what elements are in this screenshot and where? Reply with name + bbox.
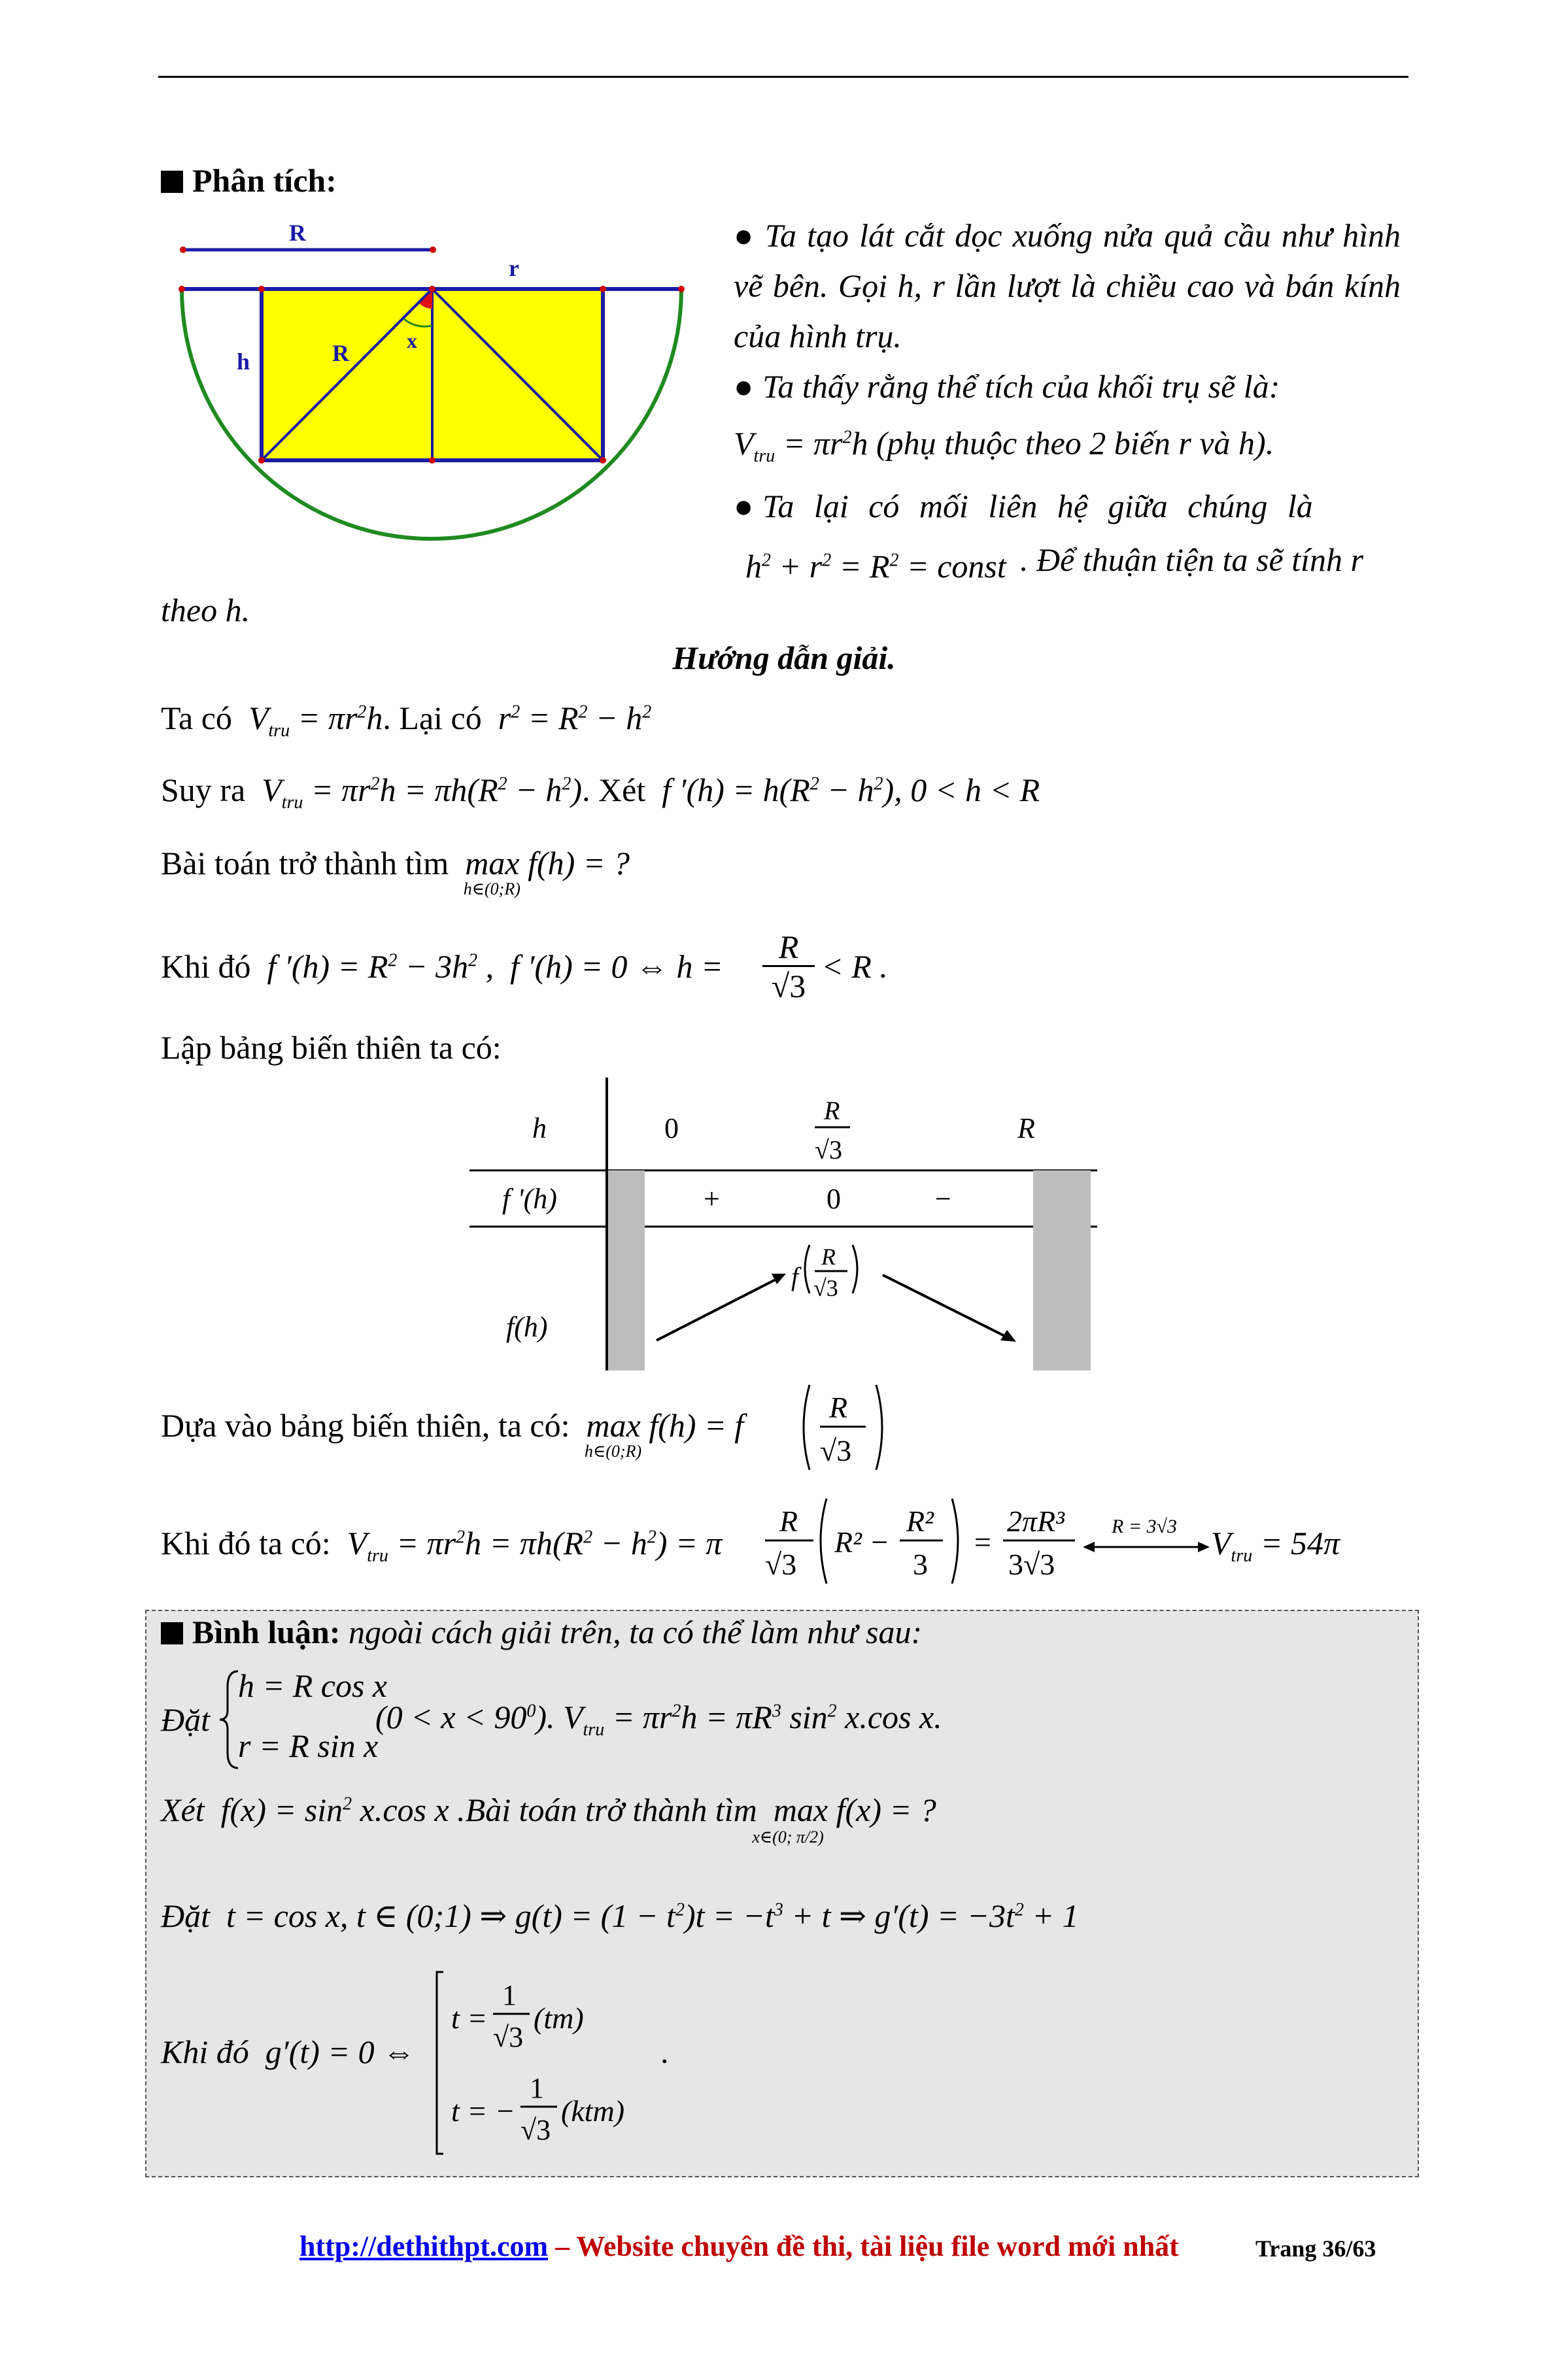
row-f: f(h) bbox=[506, 1311, 548, 1343]
svg-text:R: R bbox=[824, 1096, 840, 1125]
h-zero: 0 bbox=[664, 1112, 679, 1144]
final-computation bbox=[758, 1492, 1229, 1590]
square-bullet-icon bbox=[161, 171, 183, 193]
header-rule bbox=[158, 76, 1408, 78]
svg-text:R: R bbox=[779, 1504, 798, 1538]
solution-line2: Suy ra $V_{tru} = \pi r^2h = \pi h(R^2 - h^2)$. Xét f $'(h) = h(R^2 - h^2)$, 0 < h < R bbox=[161, 772, 1040, 813]
analysis-formula-v: $V_{tru} = \pi r^2h$ (phụ thuộc theo 2 biến r và h). bbox=[734, 424, 1274, 466]
svg-text:R: R bbox=[829, 1391, 848, 1424]
condition: R = 3√3 bbox=[1112, 1516, 1178, 1537]
point bbox=[180, 246, 186, 253]
solution-line1: Ta có $V_{tru} = \pi r^2h$. Lại có $r^2 = R^2 - h^2$ bbox=[161, 700, 652, 741]
row-fp: f '(h) bbox=[502, 1183, 557, 1215]
dot-bullet-icon: ● bbox=[734, 487, 754, 524]
analysis-heading: Phân tích: bbox=[161, 161, 337, 200]
analysis-tail-2: theo h. bbox=[161, 592, 250, 628]
variation-table bbox=[469, 1078, 1097, 1370]
sign-minus: − bbox=[935, 1183, 951, 1215]
svg-text:R: R bbox=[821, 1244, 836, 1270]
svg-text:3: 3 bbox=[913, 1548, 928, 1581]
analysis-para1: ● Ta tạo lát cắt dọc xuống nửa quả cầu như hình vẽ bên. Gọi h, r lần lượt là chiều cao và bán kính của hình trụ. bbox=[734, 217, 1401, 354]
dot-bullet-icon: ● bbox=[734, 368, 754, 405]
svg-text:R² −: R² − bbox=[834, 1525, 890, 1559]
dot-bullet-icon: ● bbox=[734, 217, 756, 254]
comment-heading: Bình luận: ngoài cách giải trên, ta có thể làm như sau: bbox=[161, 1612, 922, 1652]
point bbox=[430, 246, 436, 253]
frac-R-sqrt3: R √3 bbox=[762, 928, 815, 1005]
svg-text:√3: √3 bbox=[820, 1434, 852, 1467]
footer: http://dethithpt.com – Website chuyên đề thi, tài liệu file word mới nhất bbox=[299, 2230, 1179, 2262]
label-R-top: R bbox=[289, 220, 306, 246]
page-number: Trang 36/63 bbox=[1255, 2236, 1376, 2262]
solution-heading: Hướng dẫn giải. bbox=[672, 639, 896, 676]
solution-line3: Bài toán trở thành tìm max h∈(0;R) f(h) = ? bbox=[161, 845, 630, 898]
hemisphere-figure bbox=[163, 209, 706, 543]
svg-text:√3: √3 bbox=[493, 2021, 524, 2053]
label-r: r bbox=[509, 255, 519, 281]
label-R-diagonal: R bbox=[332, 340, 349, 366]
svg-text:t = −: t = − bbox=[451, 2094, 515, 2128]
svg-text:√3: √3 bbox=[765, 1548, 797, 1581]
svg-text:(tm): (tm) bbox=[534, 2001, 584, 2035]
row-h: h bbox=[532, 1112, 547, 1144]
solution-set bbox=[432, 1968, 680, 2158]
comment-dat-label: Đặt bbox=[161, 1701, 210, 1738]
comment-xet: Xét $f(x) = \sin^2 x.\cos$ x .Bài toán trở thành tìm max x∈(0; π/2) f(x) = ? bbox=[161, 1792, 936, 1846]
svg-text:3√3: 3√3 bbox=[1008, 1548, 1055, 1581]
solution-line5: Lập bảng biến thiên ta có: bbox=[161, 1029, 502, 1066]
svg-text:f: f bbox=[791, 1262, 799, 1291]
svg-text:=: = bbox=[974, 1525, 991, 1559]
sign-zero: 0 bbox=[827, 1183, 841, 1215]
footer-text: Website chuyên đề thi, tài liệu file word mới nhất bbox=[576, 2230, 1179, 2262]
sys-line-2: r = R sin x bbox=[238, 1727, 379, 1764]
h-R: R bbox=[1017, 1112, 1035, 1144]
comment-khido: Khi đó g′(t) = 0 ⇔ bbox=[161, 2033, 416, 2070]
solution-line6: Dựa vào bảng biến thiên, ta có: max h∈(0;R) f(h) = f bbox=[161, 1407, 744, 1461]
svg-text:1: 1 bbox=[530, 2072, 544, 2104]
svg-text:2πR³: 2πR³ bbox=[1007, 1504, 1065, 1538]
fraction-R-sqrt3-paren bbox=[800, 1378, 898, 1476]
analysis-formula-rel: $h^2 + r^2 = R^2$ = const bbox=[745, 547, 1006, 585]
sign-plus: + bbox=[704, 1183, 720, 1215]
sys-line-1: h = R cos x bbox=[238, 1667, 388, 1704]
analysis-para2: ● Ta thấy rằng thể tích của khối trụ sẽ là: bbox=[734, 368, 1280, 405]
analysis-text bbox=[734, 211, 1401, 532]
solution-line7: Khi đó ta có: $V_{tru} = \pi r^2h = \pi h(R^2 - h^2) = \pi$ bbox=[161, 1525, 723, 1566]
svg-text:(ktm): (ktm) bbox=[561, 2094, 625, 2128]
label-h: h bbox=[237, 348, 250, 375]
svg-text:t =: t = bbox=[451, 2001, 488, 2035]
svg-text:R²: R² bbox=[906, 1504, 934, 1538]
svg-text:√3: √3 bbox=[813, 1275, 838, 1301]
svg-text:√3: √3 bbox=[815, 1135, 842, 1164]
footer-link[interactable]: http://dethithpt.com bbox=[299, 2230, 549, 2262]
square-bullet-icon bbox=[161, 1622, 183, 1644]
final-result: $V_{tru} = 54\pi$ bbox=[1211, 1525, 1340, 1566]
svg-text:1: 1 bbox=[502, 1979, 517, 2011]
label-x: x bbox=[407, 329, 417, 352]
svg-text:√3: √3 bbox=[520, 2114, 551, 2146]
comment-dat2: Đặt t = cos x, t ∈ (0;1) ⇒ $g(t) = (1 - t^2)t = -t^3 + t$ ⇒ $g'(t) = -3t^2 + 1$ bbox=[161, 1897, 1079, 1934]
analysis-para3: ● Ta lại có mối liên hệ giữa chúng là bbox=[734, 487, 1313, 524]
analysis-tail-1: . Để thuận tiện ta sẽ tính r bbox=[1020, 541, 1363, 578]
solution-line4: Khi đó f $'(h) = R^2 - 3h^2$ , f ′(h) = 0 ⇔ h = bbox=[161, 948, 723, 985]
comment-formula-1: $(0 < x < 90^0)$. $V_{tru} = \pi r^2h = \pi R^3$ $\sin^2 x.\cos$ x. bbox=[375, 1699, 942, 1740]
